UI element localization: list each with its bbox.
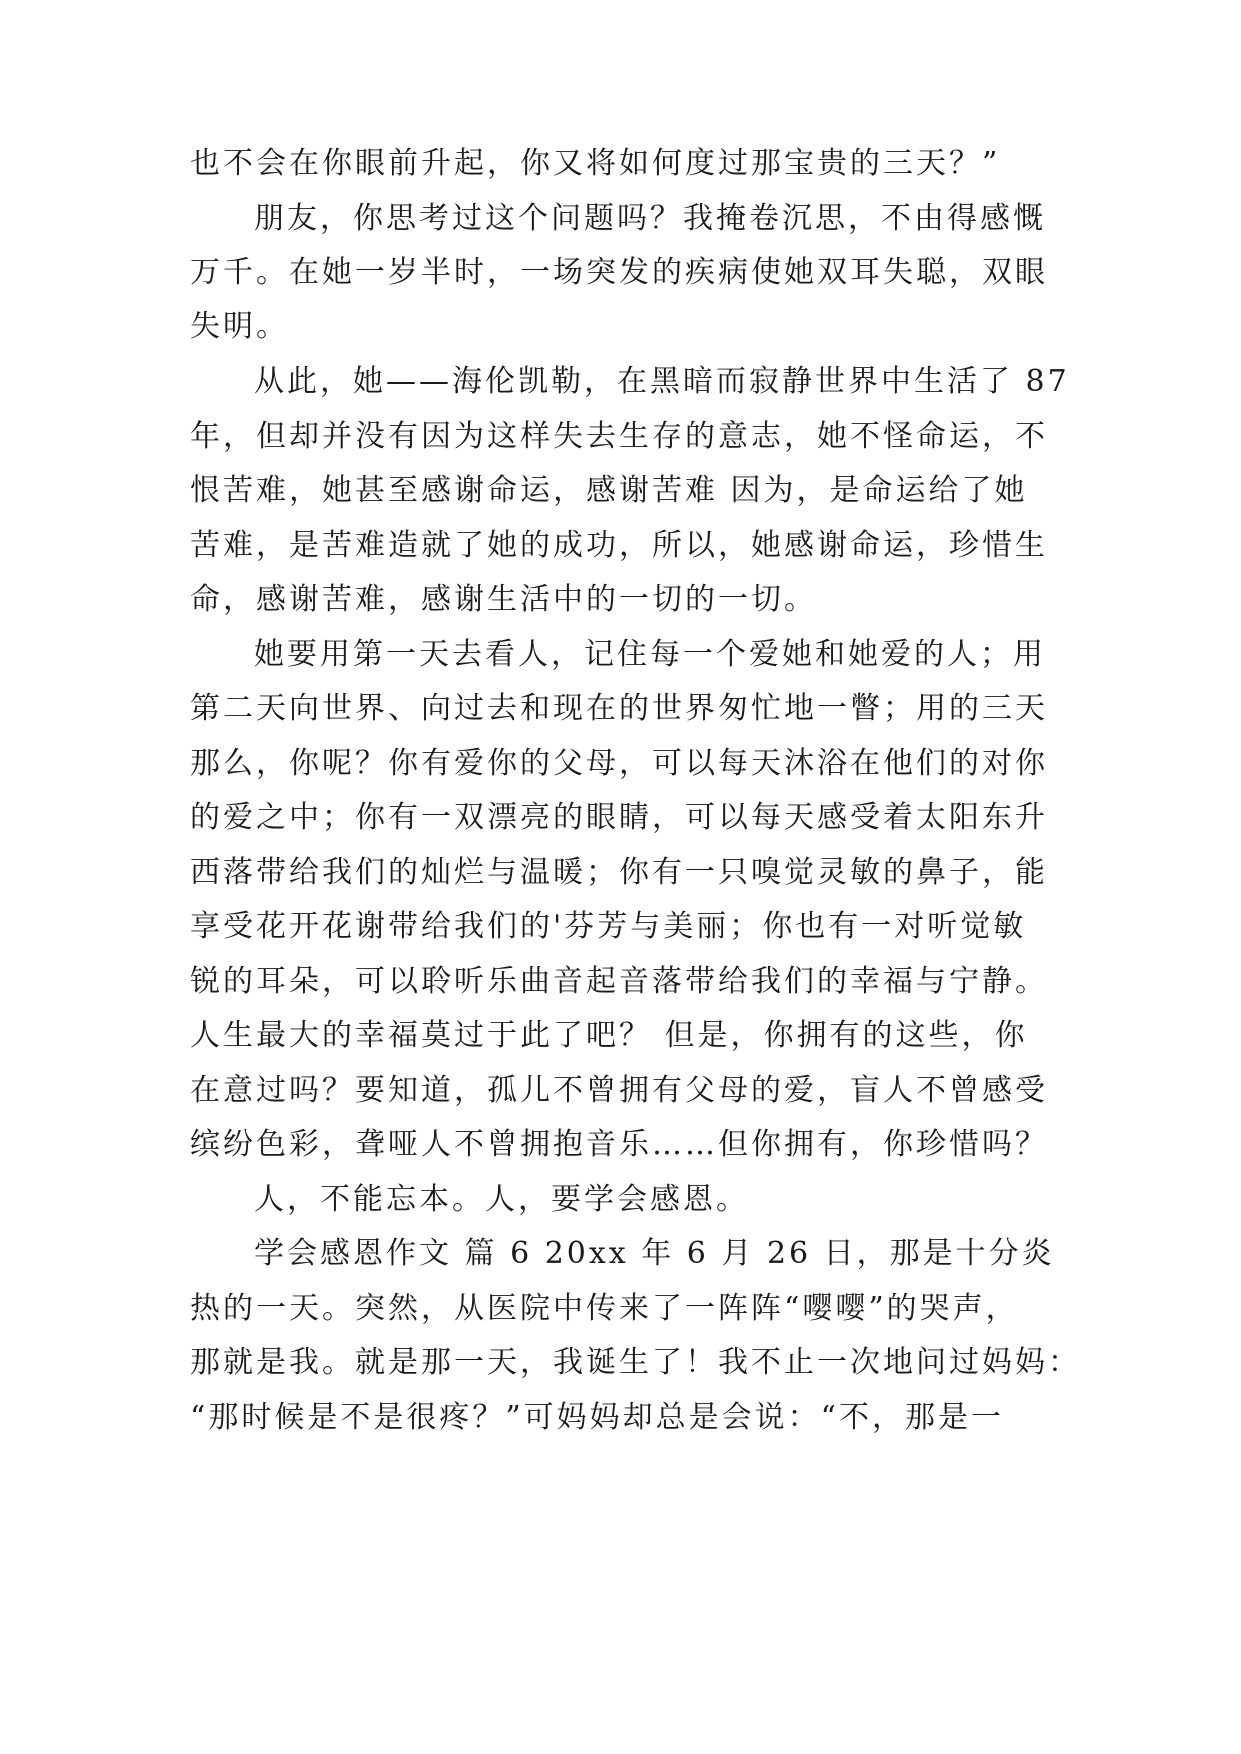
text-line: 缤纷色彩，聋哑人不曾拥抱音乐……但你拥有，你珍惜吗？ <box>190 1127 1048 1162</box>
text-line: 的爱之中；你有一双漂亮的眼睛，可以每天感受着太阳东升 <box>190 800 1048 835</box>
text-line: 朋友，你思考过这个问题吗？我掩卷沉思，不由得感慨 <box>254 201 1046 236</box>
text-line: 人生最大的幸福莫过于此了吧？ 但是，你拥有的这些，你 <box>190 1018 1028 1053</box>
text-line: 在意过吗？要知道，孤儿不曾拥有父母的爱，盲人不曾感受 <box>190 1073 1048 1108</box>
text-line: 恨苦难，她甚至感谢命运，感谢苦难 因为，是命运给了她 <box>190 473 1028 508</box>
text-line: 命，感谢苦难，感谢生活中的一切的一切。 <box>190 582 817 617</box>
text-line: 人，不能忘本。人，要学会感恩。 <box>254 1182 749 1217</box>
text-line: “那时候是不是很疼？”可妈妈却总是会说：“不，那是一 <box>190 1400 1005 1435</box>
text-line: 苦难，是苦难造就了她的成功，所以，她感谢命运，珍惜生 <box>190 528 1048 563</box>
text-line: 她要用第一天去看人，记住每一个爱她和她爱的人；用 <box>254 637 1046 672</box>
text-line: 那就是我。就是那一天，我诞生了！我不止一次地问过妈妈： <box>190 1345 1081 1380</box>
text-line: 享受花开花谢带给我们的'芬芳与美丽；你也有一对听觉敏 <box>190 909 1027 944</box>
text-line: 年，但却并没有因为这样失去生存的意志，她不怪命运，不 <box>190 419 1048 454</box>
text-line: 第二天向世界、向过去和现在的世界匆忙地一瞥；用的三天 <box>190 691 1048 726</box>
text-line: 也不会在你眼前升起，你又将如何度过那宝贵的三天？” <box>190 146 1001 181</box>
text-line: 西落带给我们的灿烂与温暖；你有一只嗅觉灵敏的鼻子，能 <box>190 855 1048 890</box>
text-line: 万千。在她一岁半时，一场突发的疾病使她双耳失聪，双眼 <box>190 255 1048 290</box>
text-line: 锐的耳朵，可以聆听乐曲音起音落带给我们的幸福与宁静。 <box>190 964 1048 999</box>
text-line: 从此，她——海伦凯勒，在黑暗而寂静世界中生活了 87 <box>254 364 1070 399</box>
text-line: 热的一天。突然，从医院中传来了一阵阵“嘤嘤”的哭声， <box>190 1291 1019 1326</box>
text-line: 学会感恩作文 篇 6 20xx 年 6 月 26 日，那是十分炎 <box>254 1236 1055 1271</box>
text-line: 那么，你呢？你有爱你的父母，可以每天沐浴在他们的对你 <box>190 746 1048 781</box>
text-line: 失明。 <box>190 309 289 344</box>
